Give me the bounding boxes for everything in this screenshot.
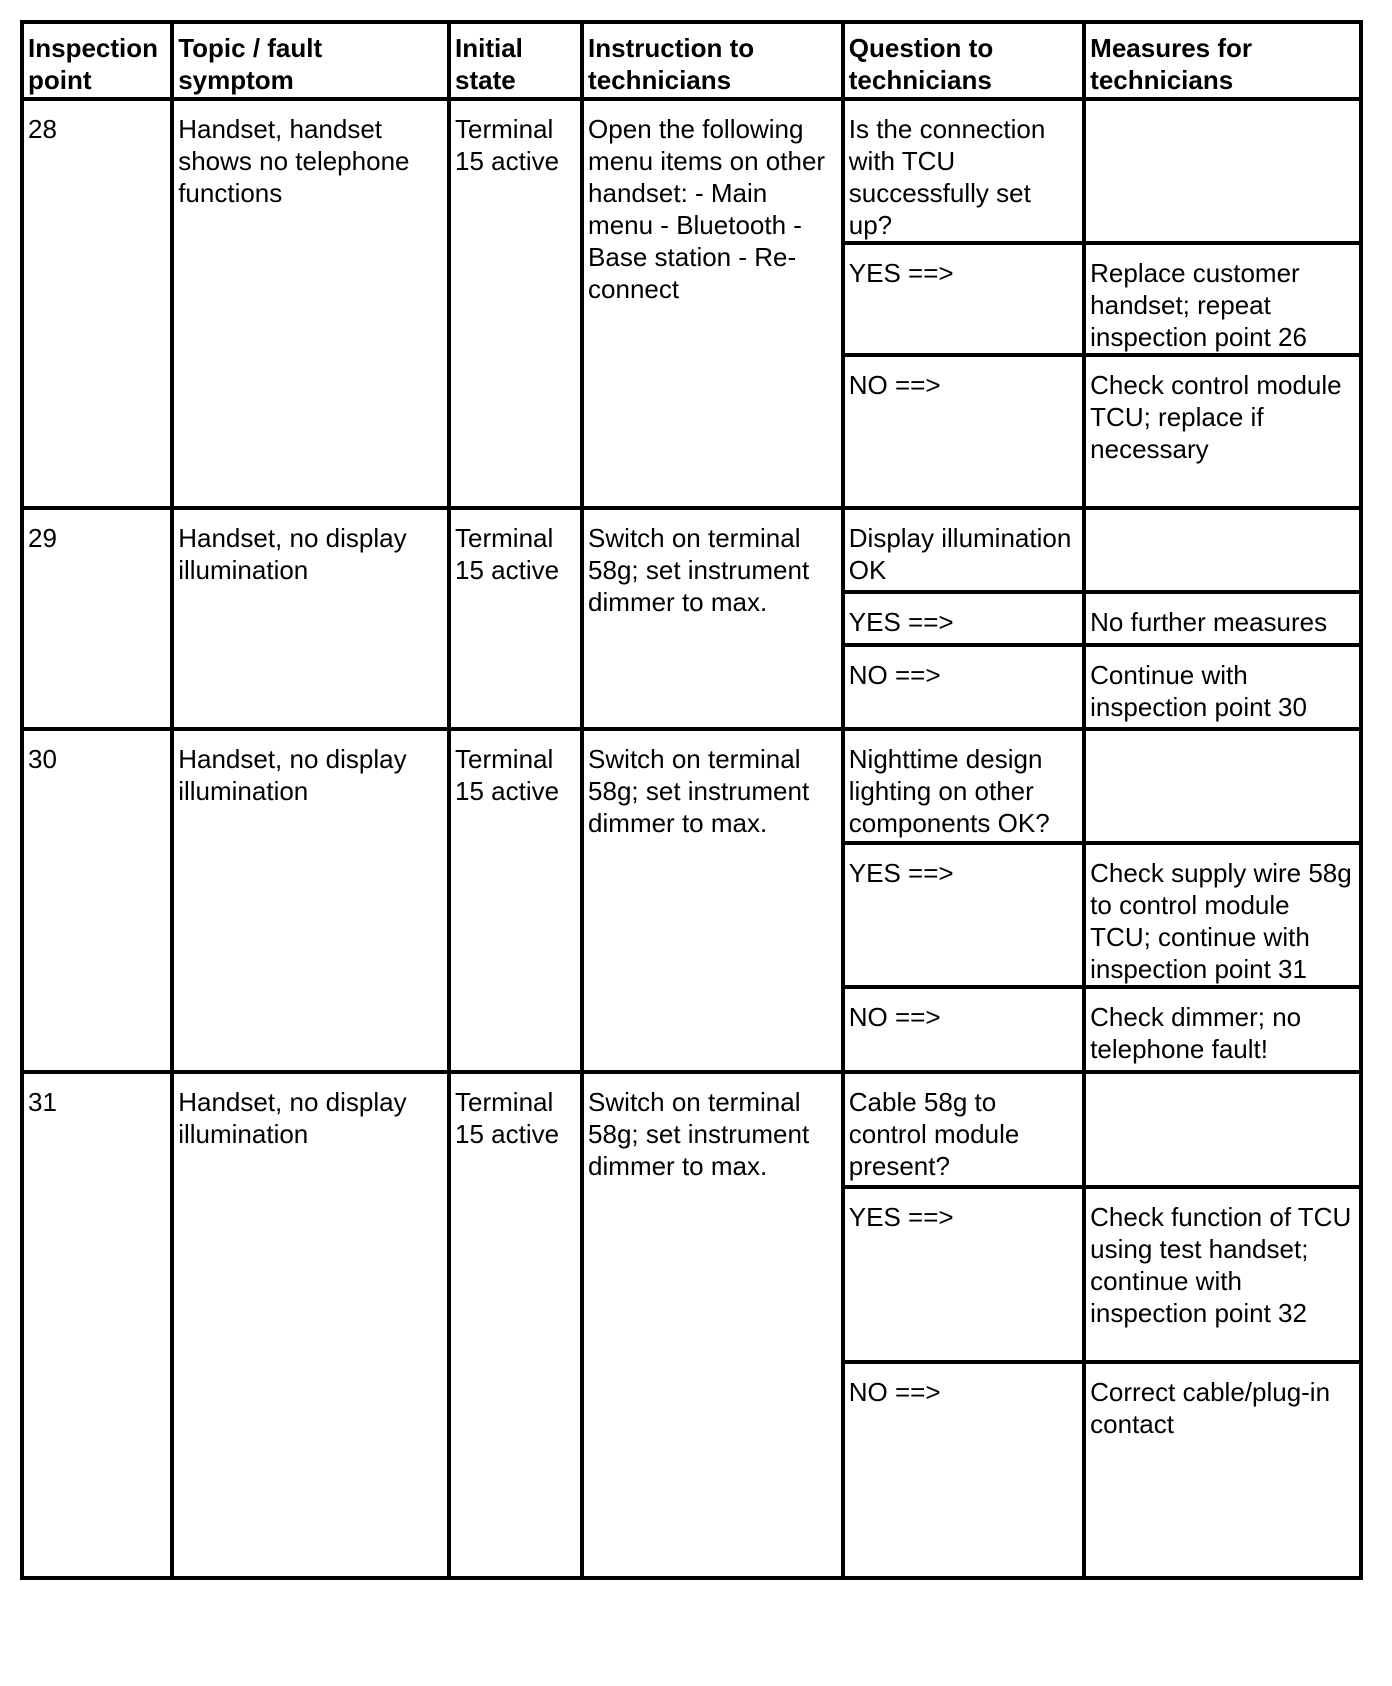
- cell-yes-measure: No further measures: [1084, 592, 1361, 645]
- cell-initial-state: Terminal 15 active: [449, 1072, 582, 1578]
- cell-question: Display illumination OK: [843, 508, 1084, 592]
- table-row: [22, 1072, 1361, 1187]
- cell-yes-label: YES ==>: [843, 592, 1084, 645]
- cell-instruction: Switch on terminal 58g; set instrument dimmer to max.: [582, 729, 843, 1072]
- cell-no-label: NO ==>: [843, 355, 1084, 508]
- cell-no-label: NO ==>: [843, 645, 1084, 729]
- header-topic: Topic / fault symptom: [172, 22, 449, 99]
- table-row: [22, 99, 1361, 243]
- cell-point: 31: [22, 1072, 172, 1578]
- header-inspection-point: Inspection point: [22, 22, 172, 99]
- cell-point: 30: [22, 729, 172, 1072]
- header-row: [22, 22, 1361, 99]
- cell-question: Is the connection with TCU successfully set up?: [843, 99, 1084, 243]
- header-question: Question to technicians: [843, 22, 1084, 99]
- cell-yes-label: YES ==>: [843, 1187, 1084, 1362]
- cell-topic: Handset, no display illumination: [172, 1072, 449, 1578]
- header-measures: Measures for technicians: [1084, 22, 1361, 99]
- cell-measures: [1084, 729, 1361, 843]
- cell-initial-state: Terminal 15 active: [449, 729, 582, 1072]
- cell-measures: [1084, 508, 1361, 592]
- table-row: [22, 729, 1361, 843]
- cell-yes-measure: Check supply wire 58g to control module TCU; continue with inspection point 31: [1084, 843, 1361, 987]
- cell-no-measure: Correct cable/plug-in contact: [1084, 1362, 1361, 1578]
- cell-instruction: Switch on terminal 58g; set instrument dimmer to max.: [582, 508, 843, 729]
- cell-question: Cable 58g to control module present?: [843, 1072, 1084, 1187]
- cell-topic: Handset, no display illumination: [172, 729, 449, 1072]
- cell-no-measure: Continue with inspection point 30: [1084, 645, 1361, 729]
- cell-no-label: NO ==>: [843, 1362, 1084, 1578]
- cell-no-label: NO ==>: [843, 987, 1084, 1072]
- cell-point: 28: [22, 99, 172, 508]
- cell-yes-measure: Replace customer handset; repeat inspection point 26: [1084, 243, 1361, 355]
- table-row: [22, 508, 1361, 592]
- cell-topic: Handset, handset shows no telephone functions: [172, 99, 449, 508]
- header-initial-state: Initial state: [449, 22, 582, 99]
- cell-yes-measure: Check function of TCU using test handset; continue with inspection point 32: [1084, 1187, 1361, 1362]
- cell-topic: Handset, no display illumination: [172, 508, 449, 729]
- cell-no-measure: Check control module TCU; replace if necessary: [1084, 355, 1361, 508]
- cell-yes-label: YES ==>: [843, 843, 1084, 987]
- cell-initial-state: Terminal 15 active: [449, 508, 582, 729]
- cell-measures: [1084, 99, 1361, 243]
- cell-point: 29: [22, 508, 172, 729]
- cell-yes-label: YES ==>: [843, 243, 1084, 355]
- cell-instruction: Open the following menu items on other handset: - Main menu - Bluetooth - Base station - Re-connect: [582, 99, 843, 508]
- cell-measures: [1084, 1072, 1361, 1187]
- cell-question: Nighttime design lighting on other components OK?: [843, 729, 1084, 843]
- inspection-table: [20, 20, 1363, 1580]
- cell-initial-state: Terminal 15 active: [449, 99, 582, 508]
- cell-no-measure: Check dimmer; no telephone fault!: [1084, 987, 1361, 1072]
- header-instruction: Instruction to technicians: [582, 22, 843, 99]
- cell-instruction: Switch on terminal 58g; set instrument dimmer to max.: [582, 1072, 843, 1578]
